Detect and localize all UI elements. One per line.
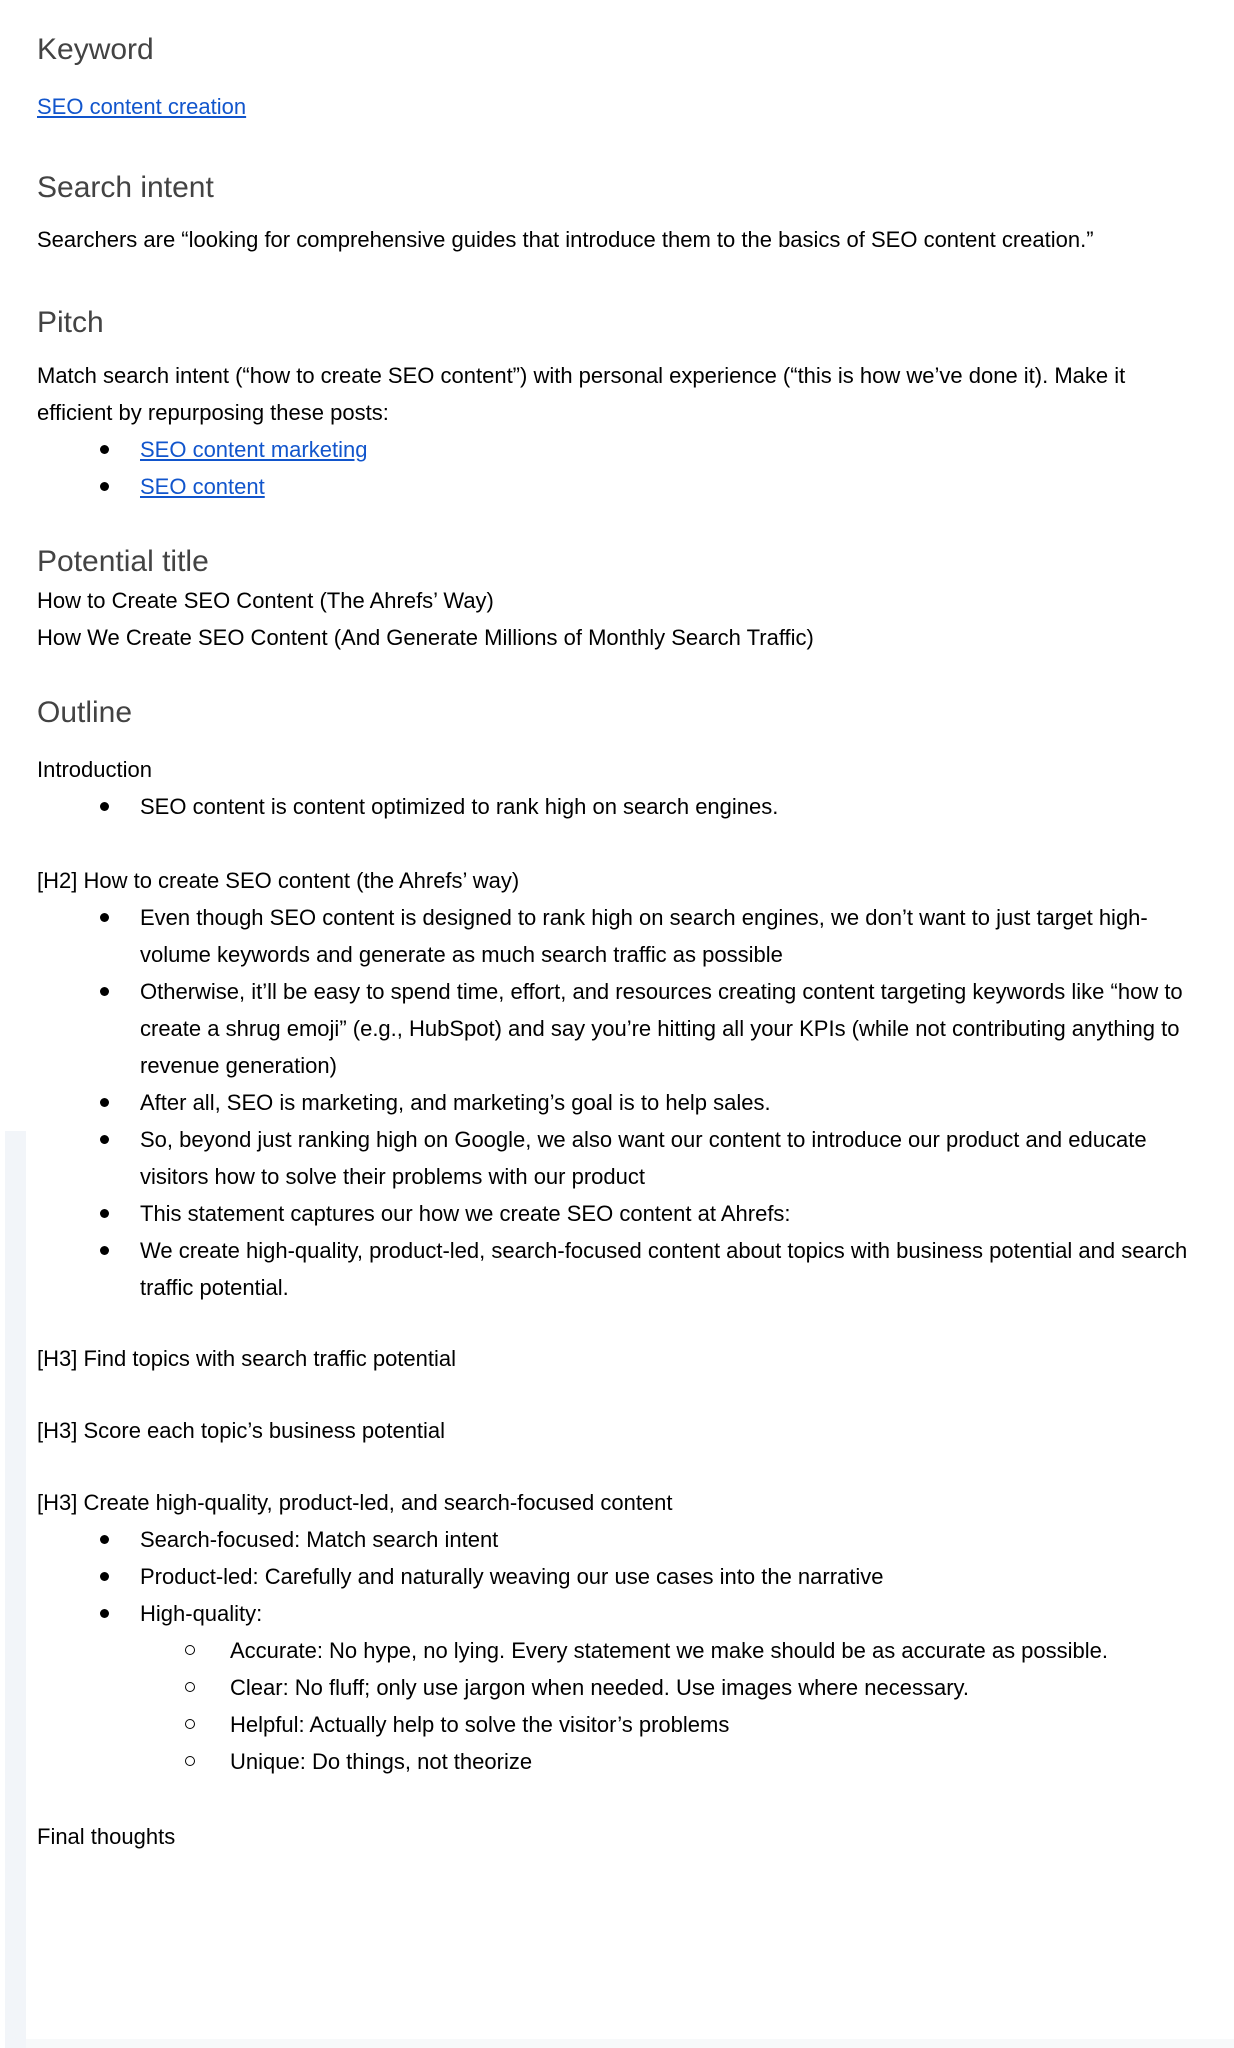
section-heading-keyword: Keyword xyxy=(37,33,154,66)
bullet-text: This statement captures our how we create SEO content at Ahrefs: xyxy=(140,1201,791,1226)
bullet-text: After all, SEO is marketing, and marketing’s goal is to help sales. xyxy=(140,1090,771,1115)
list-item xyxy=(37,1669,1194,1706)
search-intent-text: Searchers are “looking for comprehensive guides that introduce them to the basics of SEO content creation.” xyxy=(37,227,1094,252)
bullet-text: Otherwise, it’ll be easy to spend time, effort, and resources creating content targeting keywords like “how to create a shrug emoji” (e.g., HubSpot) and say you’re hitting all your KPIs (while not contributing anything to revenue generation) xyxy=(140,979,1183,1078)
bullet-dot-icon xyxy=(100,1209,109,1218)
section-heading-outline: Outline xyxy=(37,696,133,729)
pitch-text: Match search intent (“how to create SEO content”) with personal experience (“this is how we’ve done it). Make it efficient by repurposing these posts: xyxy=(37,363,1126,425)
bullet-dot-icon xyxy=(100,1135,109,1144)
bullet-dot-icon xyxy=(100,987,109,996)
bullet-text: SEO content is content optimized to rank high on search engines. xyxy=(140,794,779,819)
bullet-text: Clear: No fluff; only use jargon when needed. Use images where necessary. xyxy=(230,1675,970,1700)
bullet-circle-icon xyxy=(185,1645,195,1655)
list-item xyxy=(37,1121,1194,1195)
bullet-text: We create high-quality, product-led, search-focused content about topics with business potential and search traffic potential. xyxy=(140,1238,1188,1300)
high-quality-sub-list xyxy=(37,1632,1194,1780)
list-item xyxy=(37,1595,1194,1632)
list-item xyxy=(37,973,1194,1084)
potential-title-option-1: How to Create SEO Content (The Ahrefs’ Way) xyxy=(37,588,494,613)
bullet-text: Even though SEO content is designed to rank high on search engines, we don’t want to just target high-volume keywords and generate as much search traffic as possible xyxy=(140,905,1148,967)
bullet-circle-icon xyxy=(185,1682,195,1692)
list-item xyxy=(37,1558,1194,1595)
bullet-text: Unique: Do things, not theorize xyxy=(230,1749,533,1774)
bullet-dot-icon xyxy=(100,482,109,491)
bullet-dot-icon xyxy=(100,913,109,922)
page-edge-left xyxy=(5,1131,26,2048)
bullet-text: Helpful: Actually help to solve the visitor’s problems xyxy=(230,1712,730,1737)
keyword-link-line xyxy=(37,88,1194,125)
list-item xyxy=(37,1743,1194,1780)
list-item xyxy=(37,1232,1194,1306)
bullet-text: Accurate: No hype, no lying. Every statement we make should be as accurate as possible. xyxy=(230,1638,1109,1663)
section-heading-search-intent: Search intent xyxy=(37,171,214,204)
outline-h3-create-content: [H3] Create high-quality, product-led, and search-focused content xyxy=(37,1490,673,1515)
list-item xyxy=(37,788,1194,825)
list-item xyxy=(37,1084,1194,1121)
bullet-text: Product-led: Carefully and naturally weaving our use cases into the narrative xyxy=(140,1564,884,1589)
seo-content-link[interactable]: SEO content xyxy=(140,474,265,499)
bullet-dot-icon xyxy=(100,1098,109,1107)
pitch-links-list xyxy=(37,431,1194,505)
bullet-dot-icon xyxy=(100,1572,109,1581)
bullet-dot-icon xyxy=(100,445,109,454)
outline-h3-score-topics: [H3] Score each topic’s business potential xyxy=(37,1418,446,1443)
outline-h2-label: [H2] How to create SEO content (the Ahrefs’ way) xyxy=(37,868,520,893)
bullet-circle-icon xyxy=(185,1719,195,1729)
introduction-bullet-list xyxy=(37,788,1194,825)
outline-h3-find-topics: [H3] Find topics with search traffic potential xyxy=(37,1346,457,1371)
list-item xyxy=(37,1195,1194,1232)
list-item xyxy=(37,899,1194,973)
section-heading-potential-title: Potential title xyxy=(37,545,209,578)
outline-introduction-label: Introduction xyxy=(37,757,152,782)
bullet-dot-icon xyxy=(100,1535,109,1544)
seo-content-creation-link[interactable]: SEO content creation xyxy=(37,94,247,119)
bullet-dot-icon xyxy=(100,1246,109,1255)
list-item xyxy=(37,1706,1194,1743)
create-content-bullet-list xyxy=(37,1521,1194,1632)
bullet-text: So, beyond just ranking high on Google, we also want our content to introduce our product and educate visitors how to solve their problems with our product xyxy=(140,1127,1147,1189)
section-heading-pitch: Pitch xyxy=(37,306,104,339)
bullet-circle-icon xyxy=(185,1756,195,1766)
outline-final-thoughts-label: Final thoughts xyxy=(37,1824,176,1849)
bullet-text: High-quality: xyxy=(140,1601,263,1626)
bullet-dot-icon xyxy=(100,1609,109,1618)
potential-title-option-2: How We Create SEO Content (And Generate Millions of Monthly Search Traffic) xyxy=(37,625,814,650)
h2-bullet-list xyxy=(37,899,1194,1306)
page-edge-bottom xyxy=(26,2039,1234,2048)
list-item xyxy=(37,468,1194,505)
list-item xyxy=(37,1521,1194,1558)
bullet-text: Search-focused: Match search intent xyxy=(140,1527,499,1552)
list-item xyxy=(37,1632,1194,1669)
seo-content-marketing-link[interactable]: SEO content marketing xyxy=(140,437,368,462)
bullet-dot-icon xyxy=(100,802,109,811)
list-item xyxy=(37,431,1194,468)
